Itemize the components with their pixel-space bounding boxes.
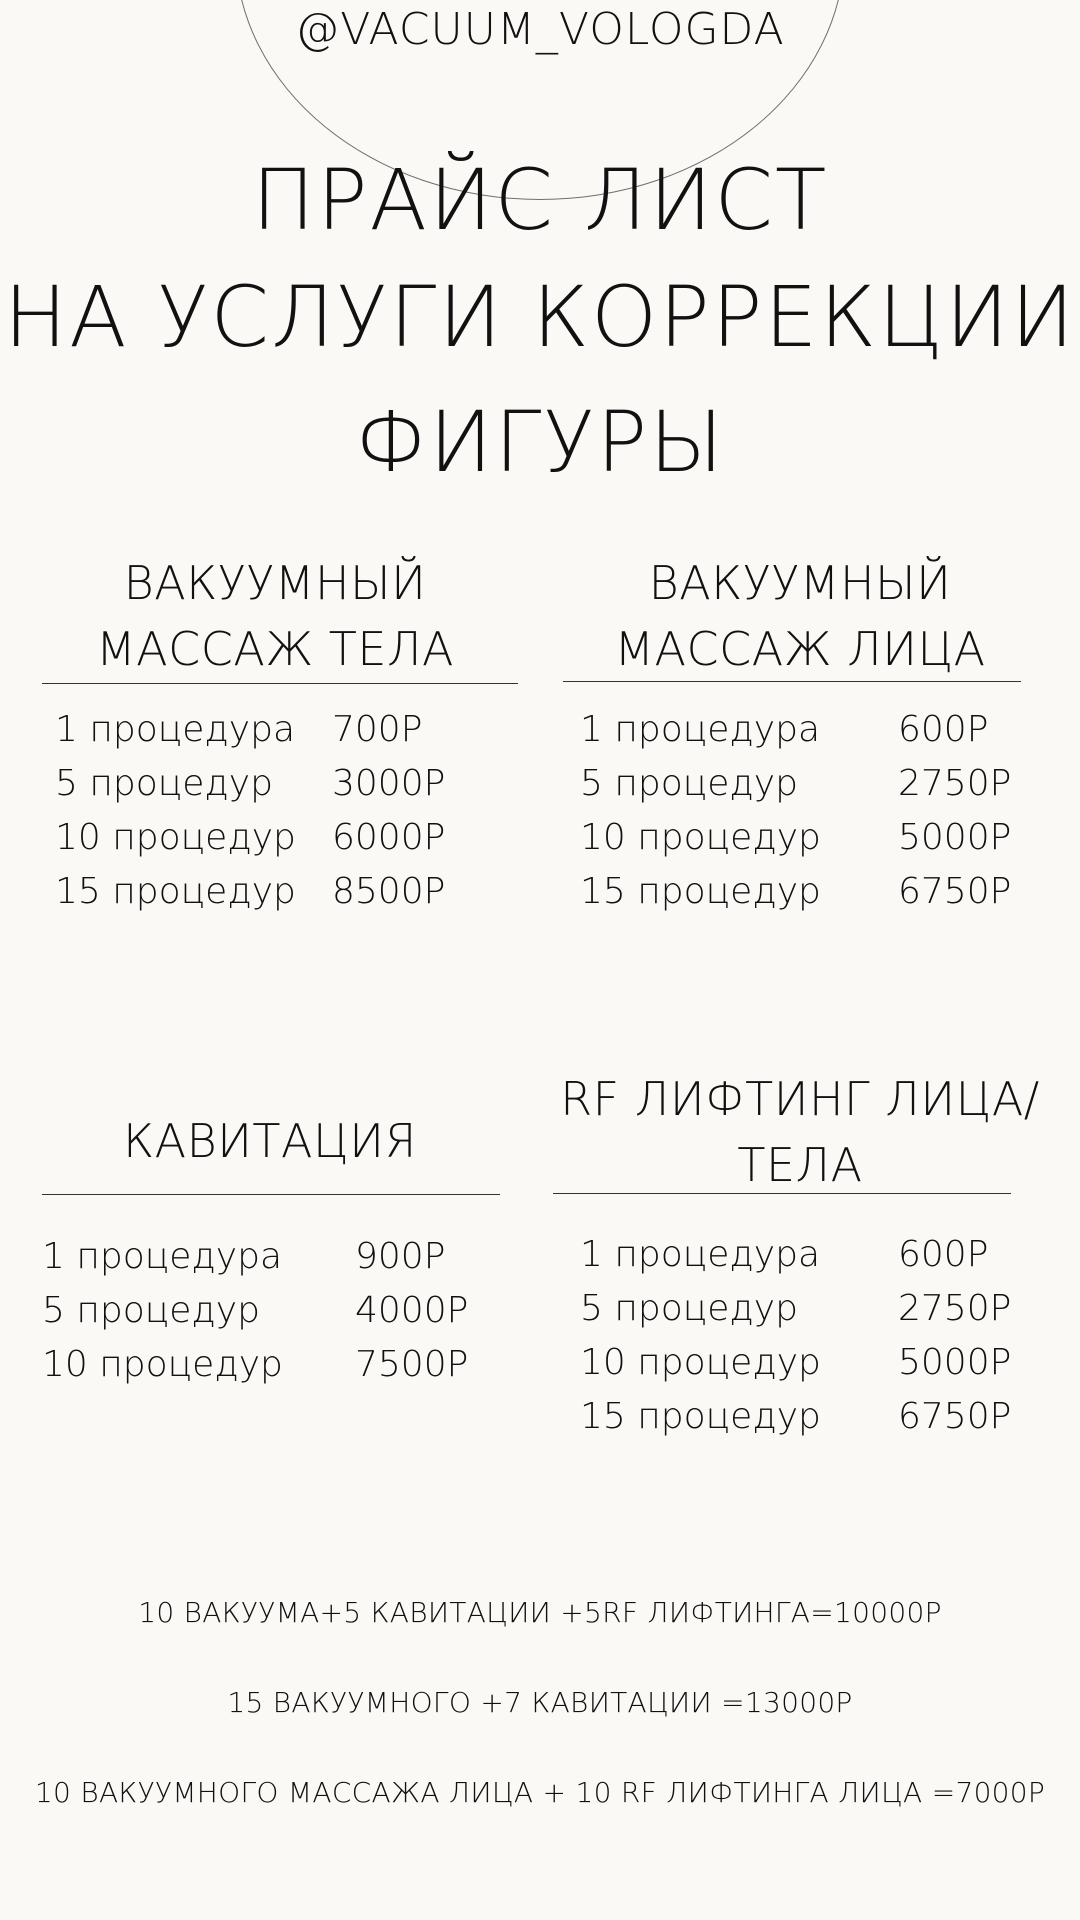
section-title-line: ТЕЛА [737,1138,863,1192]
price-row [42,1230,502,1284]
price-row [580,1282,1020,1336]
price-list [42,1230,502,1392]
price-value: 600Р [898,709,989,750]
section-title [560,1066,1040,1198]
procedure-count: 15 процедур [580,1396,821,1437]
instagram-handle: @VACUUM_VOLOGDA [295,4,785,55]
page-title-line-3: ФИГУРЫ [354,393,726,491]
procedure-count: 15 процедур [55,871,296,912]
price-row [580,811,1020,865]
procedure-count: 1 процедура [55,709,296,750]
section-title [40,1108,500,1174]
bundle-offer: 15 ВАКУУМНОГО +7 КАВИТАЦИИ =13000Р [227,1686,853,1719]
procedure-count: 5 процедур [42,1290,260,1331]
price-row [55,703,495,757]
procedure-count: 10 процедур [580,817,821,858]
price-list [55,703,495,919]
price-value: 5000Р [898,817,1012,858]
price-row [580,1336,1020,1390]
procedure-count: 15 процедур [580,871,821,912]
price-row [580,757,1020,811]
procedure-count: 10 процедур [42,1344,283,1385]
price-row [580,703,1020,757]
price-list [580,1228,1020,1444]
price-row [55,865,495,919]
price-row [580,1390,1020,1444]
page-title-line-2: НА УСЛУГИ КОРРЕКЦИИ [3,268,1077,366]
price-value: 6000Р [332,817,446,858]
price-value: 900Р [355,1236,446,1277]
page-title-line-1: ПРАЙС ЛИСТ [251,151,829,249]
procedure-count: 1 процедура [580,1234,821,1275]
procedure-count: 1 процедура [580,709,821,750]
section-divider [42,683,518,684]
procedure-count: 5 процедур [580,1288,798,1329]
section-title-line: КАВИТАЦИЯ [123,1114,417,1168]
price-value: 4000Р [355,1290,469,1331]
price-value: 8500Р [332,871,446,912]
price-row [580,865,1020,919]
section-title [40,550,510,682]
section-divider [553,1193,1011,1194]
price-row [42,1338,502,1392]
price-row [55,757,495,811]
section-title-line: МАССАЖ ТЕЛА [95,622,455,676]
price-row [55,811,495,865]
procedure-count: 10 процедур [55,817,296,858]
price-value: 6750Р [898,871,1012,912]
section-title-line: МАССАЖ ЛИЦА [614,622,986,676]
price-value: 6750Р [898,1396,1012,1437]
procedure-count: 5 процедур [55,763,273,804]
price-value: 600Р [898,1234,989,1275]
price-value: 7500Р [355,1344,469,1385]
price-value: 3000Р [332,763,446,804]
price-row [42,1284,502,1338]
bundle-offer: 10 ВАКУУМНОГО МАССАЖА ЛИЦА + 10 RF ЛИФТИНГА ЛИЦА =7000Р [34,1776,1046,1809]
section-title-line: ВАКУУМНЫЙ [123,556,427,610]
procedure-count: 10 процедур [580,1342,821,1383]
price-value: 700Р [332,709,423,750]
price-value: 2750Р [898,763,1012,804]
price-value: 5000Р [898,1342,1012,1383]
price-list [580,703,1020,919]
procedure-count: 1 процедура [42,1236,283,1277]
section-title [565,550,1035,682]
procedure-count: 5 процедур [580,763,798,804]
section-divider [42,1194,500,1195]
bundle-offer: 10 ВАКУУМА+5 КАВИТАЦИИ +5RF ЛИФТИНГА=10000Р [138,1596,942,1629]
price-value: 2750Р [898,1288,1012,1329]
section-title-line: RF ЛИФТИНГ ЛИЦА/ [560,1072,1040,1126]
section-divider [563,681,1021,682]
section-title-line: ВАКУУМНЫЙ [648,556,952,610]
price-row [580,1228,1020,1282]
